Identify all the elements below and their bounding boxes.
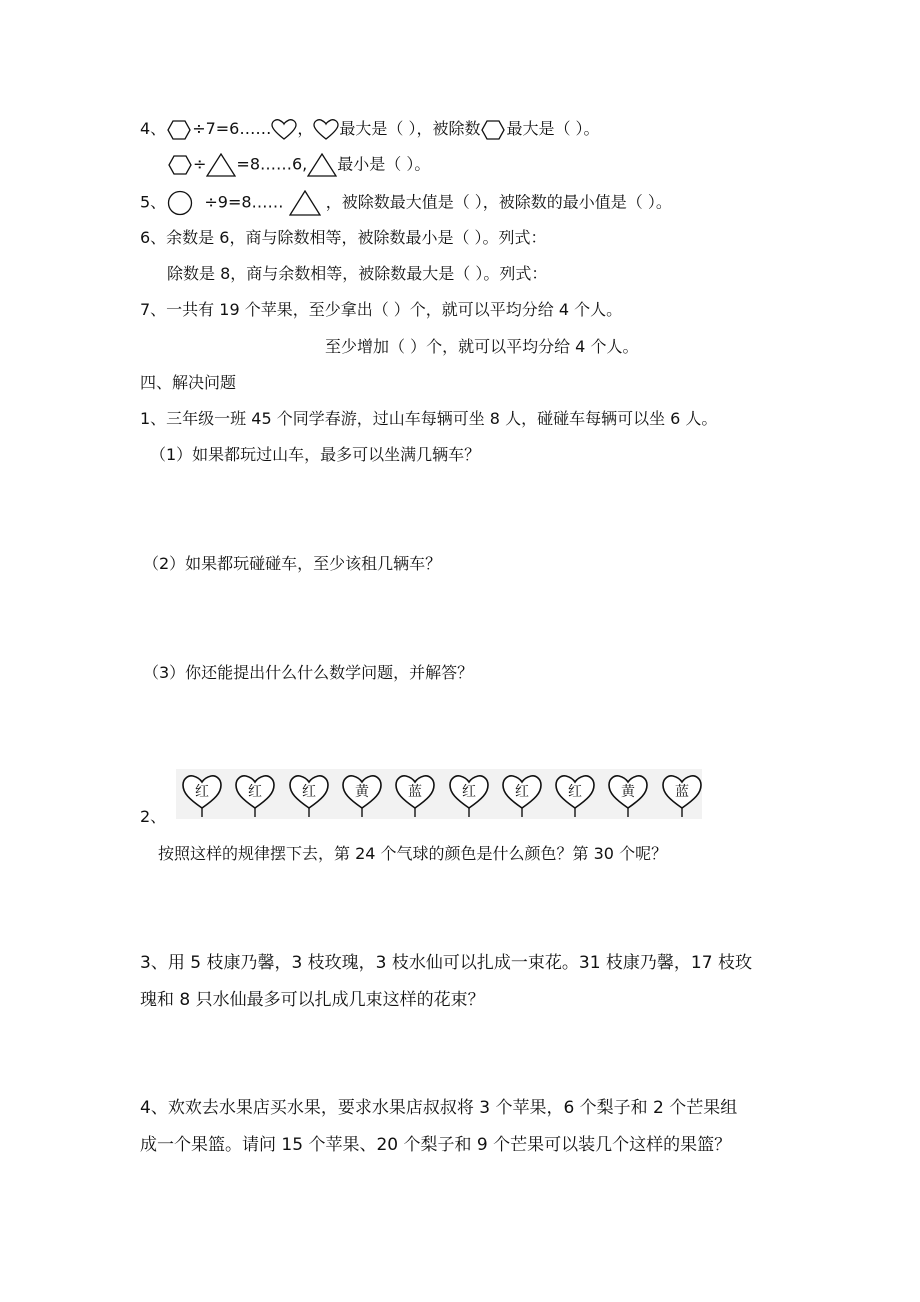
balloon-heart xyxy=(660,772,706,818)
q5-eq: ÷9=8…… xyxy=(204,192,284,212)
q4-eq2-b: =8……6, xyxy=(236,154,308,174)
p4-line2: 成一个果篮。请问 15 个苹果、20 个梨子和 9 个芒果可以装几个这样的果篮？ xyxy=(140,1135,732,1155)
balloon-label: 红 xyxy=(462,784,476,800)
triangle-icon xyxy=(206,153,236,177)
balloon-label: 红 xyxy=(248,784,262,800)
balloon-label: 黄 xyxy=(621,784,635,800)
section-heading: 四、解决问题 xyxy=(140,373,237,392)
q5-line xyxy=(140,190,672,216)
q4-eq1-a: ÷7=6…… xyxy=(192,119,272,138)
p3-line2: 瑰和 8 只水仙最多可以扎成几束这样的花束？ xyxy=(140,990,485,1010)
q4-line1 xyxy=(140,118,600,141)
balloon-heart xyxy=(233,772,279,818)
balloon-heart xyxy=(393,772,439,818)
q4-line2 xyxy=(167,153,430,177)
p2-number: 2、 xyxy=(140,807,167,826)
hexagon-icon xyxy=(480,119,506,141)
q6-line2: 除数是 8，商与余数相等，被除数最大是（ ）。列式： xyxy=(167,264,548,283)
q5-number: 5、 xyxy=(140,192,167,212)
p3-line1: 3、用 5 枝康乃馨，3 枝玫瑰，3 枝水仙可以扎成一束花。31 枝康乃馨，17 枝玫 xyxy=(140,953,752,973)
balloon-heart xyxy=(180,772,226,818)
q5-text: ，被除数最大值是（ ），被除数的最小值是（ ）。 xyxy=(325,192,672,212)
p4-line1: 4、欢欢去水果店买水果，要求水果店叔叔将 3 个苹果，6 个梨子和 2 个芒果组 xyxy=(140,1098,738,1118)
hexagon-icon xyxy=(167,154,193,176)
q4-number: 4、 xyxy=(140,119,167,138)
p2-question: 按照这样的规律摆下去，第 24 个气球的颜色是什么颜色？第 30 个呢？ xyxy=(158,844,668,863)
heart-icon xyxy=(271,119,297,141)
circle-icon xyxy=(166,190,194,216)
q4-text3: 最小是（ ）。 xyxy=(337,154,431,174)
q7-line1: 7、一共有 19 个苹果，至少拿出（ ）个，就可以平均分给 4 个人。 xyxy=(140,300,623,319)
q4-eq1-b: ， xyxy=(297,119,314,138)
heart-icon xyxy=(313,119,339,141)
balloon-heart xyxy=(500,772,546,818)
q6-line1: 6、余数是 6，商与除数相等，被除数最小是（ ）。列式： xyxy=(140,228,547,247)
balloon-label: 红 xyxy=(302,784,316,800)
balloon-heart xyxy=(553,772,599,818)
p1-sub2: （2）如果都玩碰碰车，至少该租几辆车？ xyxy=(143,554,442,573)
balloon-label: 黄 xyxy=(355,784,369,800)
q4-text2: 最大是（ ）。 xyxy=(506,119,600,138)
p1-sub1: （1）如果都玩过山车，最多可以坐满几辆车？ xyxy=(150,445,481,464)
q4-eq2-a: ÷ xyxy=(193,154,207,174)
p1-sub3: （3）你还能提出什么什么数学问题，并解答？ xyxy=(143,663,474,682)
balloon-heart xyxy=(447,772,493,818)
balloon-heart xyxy=(287,772,333,818)
hexagon-icon xyxy=(166,119,192,141)
q7-line2: 至少增加（ ）个，就可以平均分给 4 个人。 xyxy=(325,337,639,356)
balloon-label: 蓝 xyxy=(408,784,422,800)
balloon-row xyxy=(176,769,702,819)
p1-stem: 1、三年级一班 45 个同学春游，过山车每辆可坐 8 人，碰碰车每辆可以坐 6 人。 xyxy=(140,409,718,428)
balloon-label: 红 xyxy=(568,784,582,800)
balloon-label: 红 xyxy=(195,784,209,800)
balloon-label: 红 xyxy=(515,784,529,800)
balloon-heart xyxy=(606,772,652,818)
balloon-heart xyxy=(340,772,386,818)
triangle-icon xyxy=(307,153,337,177)
q4-text1: 最大是（ ），被除数 xyxy=(339,119,481,138)
triangle-icon xyxy=(289,190,321,216)
balloon-label: 蓝 xyxy=(675,784,689,800)
